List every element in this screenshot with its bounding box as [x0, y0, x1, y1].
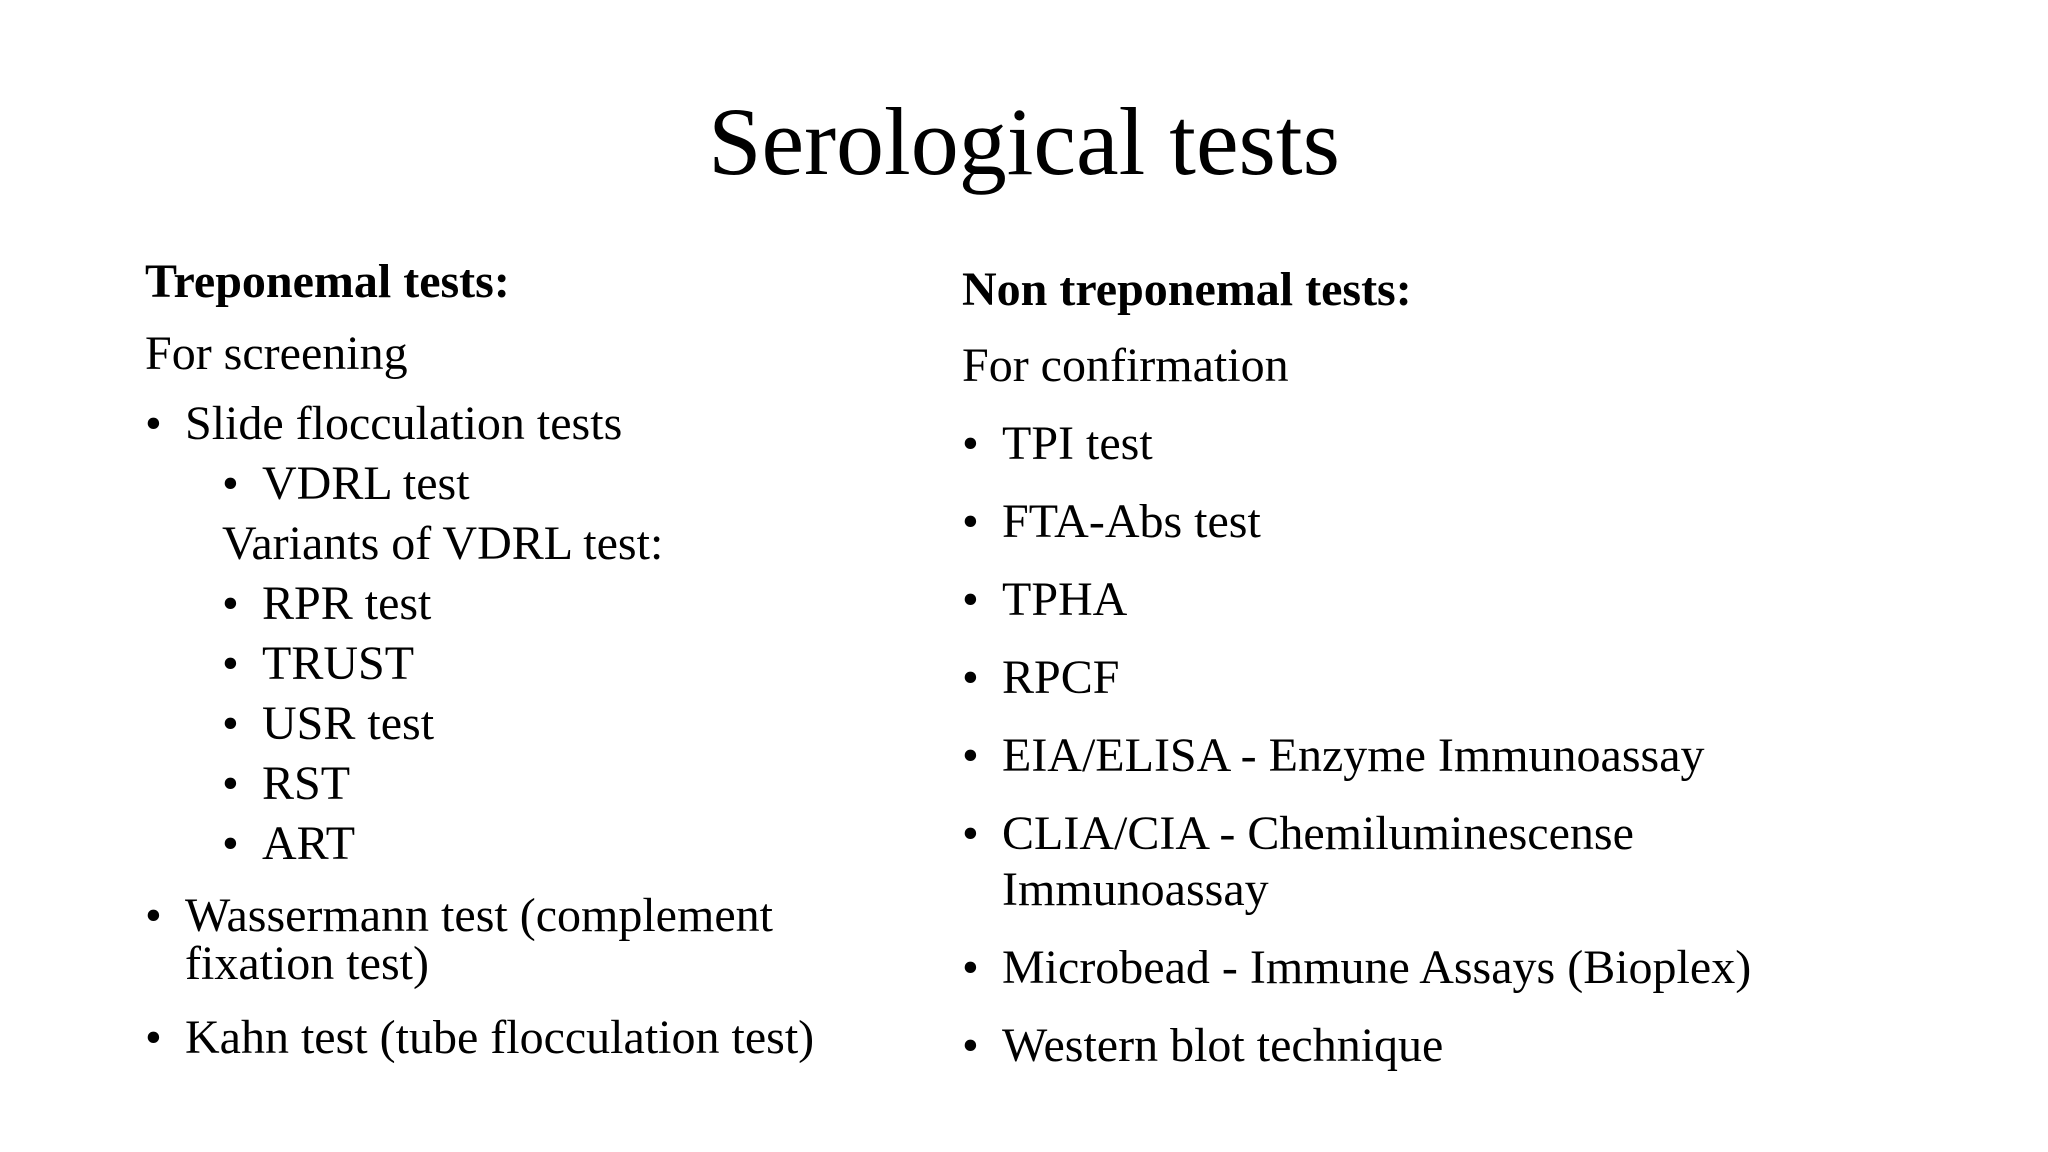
bullet: •: [962, 1019, 979, 1072]
list-item-text-line1: Wassermann test (complement: [185, 889, 773, 942]
bullet: •: [962, 941, 979, 994]
list-item-text: RPR test: [262, 577, 432, 630]
list-item-text: FTA-Abs test: [1002, 495, 1261, 548]
list-item-text: TRUST: [262, 637, 415, 690]
variants-label-text: Variants of VDRL test:: [222, 517, 664, 570]
bullet: •: [962, 417, 979, 470]
list-item-text-line2: Immunoassay: [1002, 863, 1269, 916]
bullet: •: [145, 1011, 162, 1064]
bullet: •: [962, 573, 979, 626]
list-item-text: RPCF: [1002, 651, 1120, 704]
bullet: •: [962, 495, 979, 548]
list-item-text: Slide flocculation tests: [185, 397, 623, 450]
bullet: •: [222, 637, 239, 690]
list-item-text: TPI test: [1002, 417, 1153, 470]
treponemal-subheading: For screening: [145, 327, 408, 380]
list-item-text: TPHA: [1002, 573, 1128, 626]
bullet: •: [962, 807, 979, 860]
bullet: •: [145, 889, 162, 942]
list-item-text-line2: fixation test): [185, 937, 429, 990]
bullet: •: [222, 697, 239, 750]
list-item-text: VDRL test: [262, 457, 470, 510]
bullet: •: [222, 757, 239, 810]
bullet: •: [222, 577, 239, 630]
bullet: •: [962, 651, 979, 704]
list-item-text: ART: [262, 817, 356, 870]
bullet: •: [145, 397, 162, 450]
list-item-text: Kahn test (tube flocculation test): [185, 1011, 815, 1064]
list-item-text-line1: CLIA/CIA - Chemiluminescense: [1002, 807, 1634, 860]
list-item-text: EIA/ELISA - Enzyme Immunoassay: [1002, 729, 1705, 782]
list-item-text: Microbead - Immune Assays (Bioplex): [1002, 941, 1752, 994]
bullet: •: [962, 729, 979, 782]
list-item: [145, 889, 915, 992]
treponemal-heading: Treponemal tests:: [145, 255, 510, 308]
non-treponemal-subheading: For confirmation: [962, 339, 1289, 392]
bullet: •: [222, 817, 239, 870]
list-item: [962, 807, 1902, 916]
list-item-text: Western blot technique: [1002, 1019, 1444, 1072]
slide-title: Serological tests: [708, 88, 1340, 195]
bullet: •: [222, 457, 239, 510]
list-item-text: RST: [262, 757, 351, 810]
non-treponemal-heading: Non treponemal tests:: [962, 263, 1412, 316]
list-item-text: USR test: [262, 697, 435, 750]
